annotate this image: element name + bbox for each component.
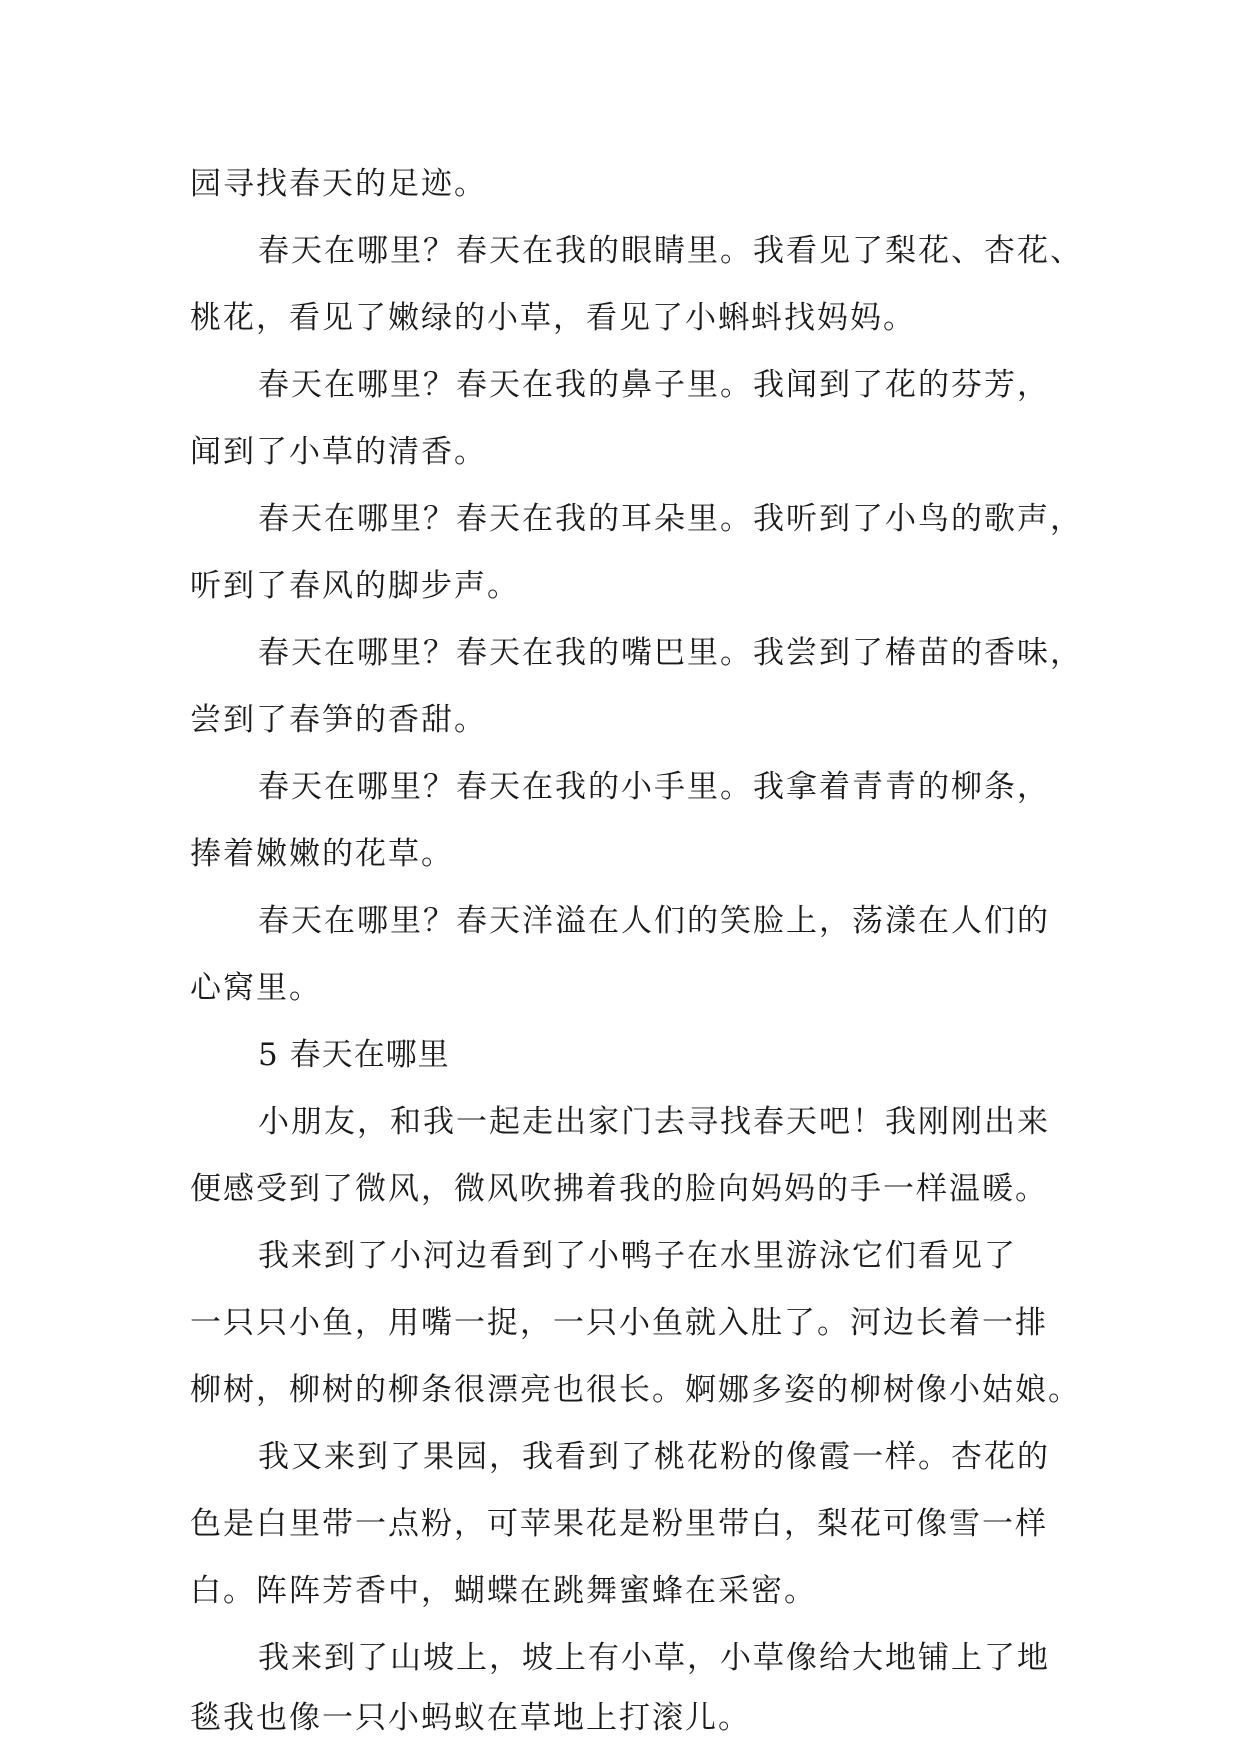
text-line: 柳树，柳树的柳条很漂亮也很长。婀娜多姿的柳树像小姑娘。: [190, 1372, 1081, 1408]
text-line: 我来到了小河边看到了小鸭子在水里游泳它们看见了: [258, 1238, 1017, 1274]
text-line: 心窝里。: [190, 970, 322, 1006]
text-line: 园寻找春天的足迹。: [190, 166, 487, 202]
text-line: 小朋友，和我一起走出家门去寻找春天吧！我刚刚出来: [258, 1104, 1050, 1140]
text-line: 春天在哪里？春天在我的小手里。我拿着青青的柳条，: [258, 769, 1050, 805]
text-line: 春天在哪里？春天洋溢在人们的笑脸上，荡漾在人们的: [258, 903, 1050, 939]
text-line: 色是白里带一点粉，可苹果花是粉里带白，梨花可像雪一样: [190, 1506, 1048, 1542]
section-heading: 5 春天在哪里: [258, 1037, 450, 1073]
text-line: 捧着嫩嫩的花草。: [190, 836, 454, 872]
text-line: 便感受到了微风，微风吹拂着我的脸向妈妈的手一样温暖。: [190, 1171, 1048, 1207]
text-line: 春天在哪里？春天在我的鼻子里。我闻到了花的芬芳，: [258, 367, 1050, 403]
text-line: 桃花，看见了嫩绿的小草，看见了小蝌蚪找妈妈。: [190, 300, 916, 336]
text-line: 毯我也像一只小蚂蚁在草地上打滚儿。: [190, 1700, 751, 1736]
text-line: 春天在哪里？春天在我的眼睛里。我看见了梨花、杏花、: [258, 233, 1083, 269]
text-line: 白。阵阵芳香中，蝴蝶在跳舞蜜蜂在采密。: [190, 1573, 817, 1609]
text-line: 我又来到了果园，我看到了桃花粉的像霞一样。杏花的: [258, 1439, 1050, 1475]
text-line: 春天在哪里？春天在我的耳朵里。我听到了小鸟的歌声，: [258, 501, 1083, 537]
text-line: 一只只小鱼，用嘴一捉，一只小鱼就入肚了。河边长着一排: [190, 1305, 1048, 1341]
text-line: 尝到了春笋的香甜。: [190, 702, 487, 738]
text-line: 春天在哪里？春天在我的嘴巴里。我尝到了椿苗的香味，: [258, 635, 1083, 671]
text-line: 闻到了小草的清香。: [190, 434, 487, 470]
text-line: 听到了春风的脚步声。: [190, 568, 520, 604]
text-line: 我来到了山坡上，坡上有小草，小草像给大地铺上了地: [258, 1640, 1050, 1676]
